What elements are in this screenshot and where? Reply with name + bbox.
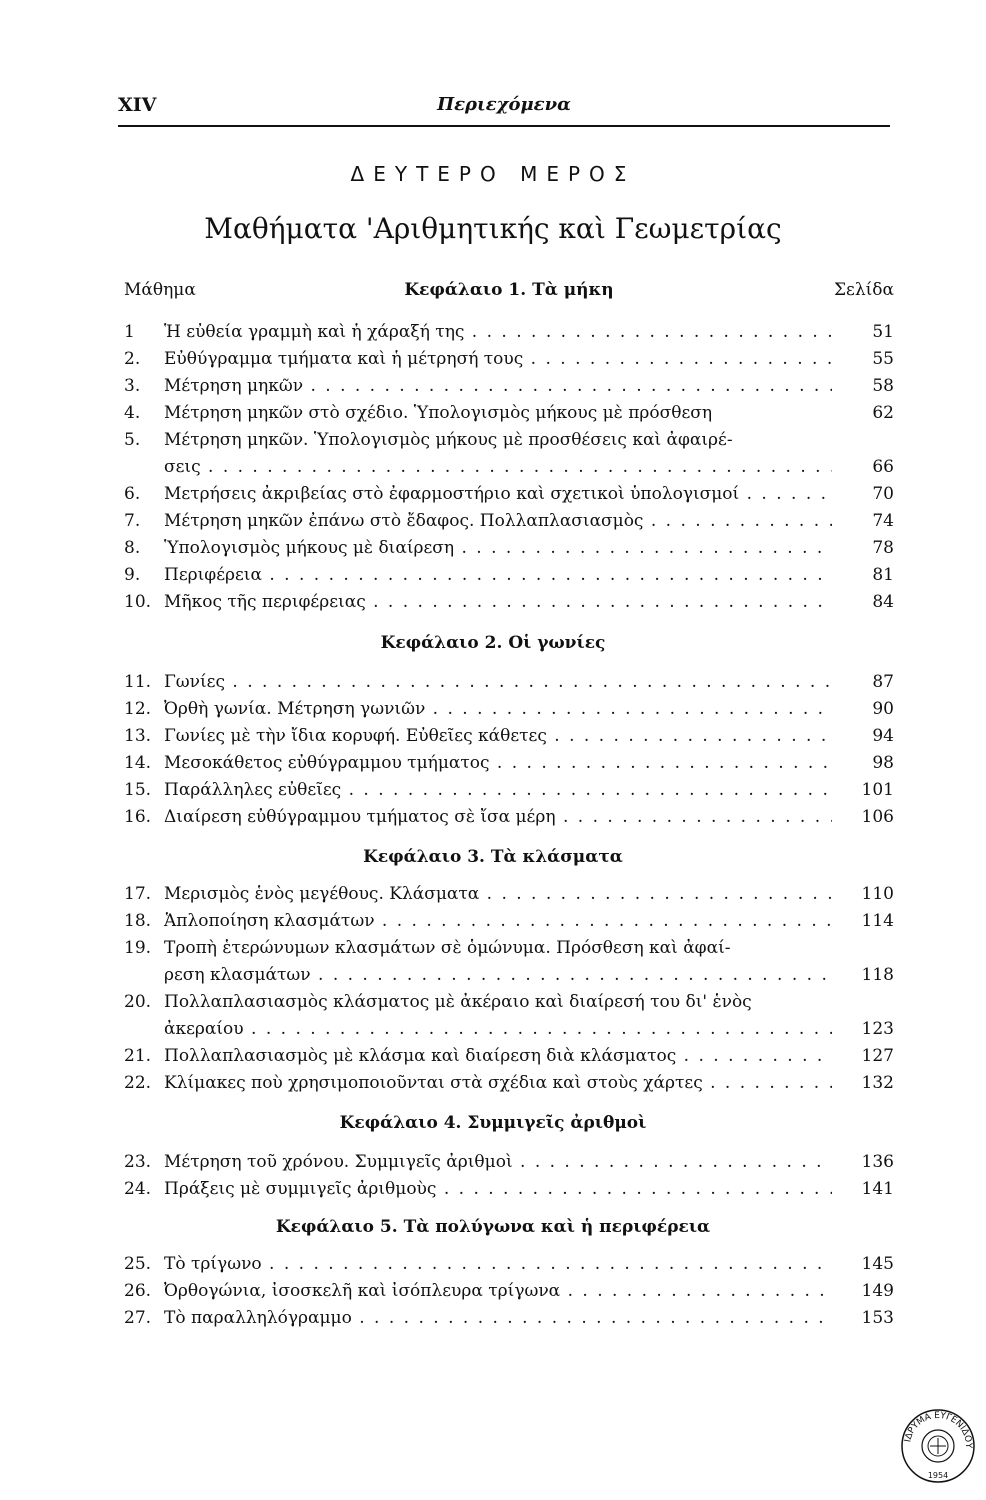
toc-entry (124, 695, 894, 723)
part-title: ΔΕΥΤΕΡΟ ΜΕΡΟΣ (350, 162, 636, 186)
toc-entry (124, 668, 894, 696)
page-number: 110 (861, 884, 894, 904)
running-title: Περιεχόμενα (437, 94, 571, 115)
header-rule (118, 125, 890, 127)
book-title: Μαθήματα 'Αριθμητικής καὶ Γεωμετρίας (204, 212, 782, 245)
lesson-number: 7. (124, 511, 141, 531)
lesson-number: 4. (124, 403, 141, 423)
lesson-title: Γωνίες μὲ τὴν ἴδια κορυφή. Εὐθεῖες κάθετες . . . (164, 722, 832, 750)
lesson-number: 16. (124, 807, 152, 827)
page-number: 118 (861, 965, 894, 985)
toc-entry (124, 1175, 894, 1203)
lesson-title: Ὀρθὴ γωνία. Μέτρηση γωνιῶν . . . (164, 695, 832, 723)
lesson-title: Μέτρηση μηκῶν . . . (164, 372, 832, 400)
toc-entry (124, 934, 894, 962)
toc-entry (124, 803, 894, 831)
toc-entry (124, 880, 894, 908)
lesson-number: 15. (124, 780, 152, 800)
chapter-4-heading: Κεφάλαιο 4. Συμμιγεῖς ἀριθμοὶ (339, 1113, 647, 1133)
page-number: 149 (861, 1281, 894, 1301)
lesson-number: 1 (124, 322, 135, 342)
lesson-title: Μῆκος τῆς περιφέρειας . . . (164, 588, 832, 616)
lesson-number: 13. (124, 726, 152, 746)
lesson-number: 14. (124, 753, 152, 773)
lesson-title: Παράλληλες εὐθεῖες . . . (164, 776, 832, 804)
lesson-number: 23. (124, 1152, 152, 1172)
lesson-number: 3. (124, 376, 141, 396)
lesson-number: 20. (124, 992, 152, 1012)
page-number: 58 (872, 376, 894, 396)
lesson-title: Μέτρηση μηκῶν στὸ σχέδιο. Ὑπολογισμὸς μήκους μὲ πρόσθεση (164, 403, 713, 423)
lesson-title: Κλίμακες ποὺ χρησιμοποιοῦνται στὰ σχέδια καὶ στοὺς χάρτες . . . (164, 1069, 832, 1097)
lesson-column-label: Μάθημα (124, 280, 196, 300)
page-number: 98 (872, 753, 894, 773)
toc-entry (124, 776, 894, 804)
toc-entry (124, 907, 894, 935)
chapter-1-heading: Κεφάλαιο 1. Τὰ μήκη (404, 280, 614, 300)
lesson-number: 19. (124, 938, 152, 958)
page-number: 114 (861, 911, 894, 931)
toc-entry (124, 1250, 894, 1278)
toc-entry (124, 1042, 894, 1070)
page-number: 51 (872, 322, 894, 342)
page-numeral: XIV (118, 94, 157, 116)
lesson-title: Πολλαπλασιασμὸς κλάσματος μὲ ἀκέραιο καὶ διαίρεσή του δι' ἑνὸς (164, 992, 752, 1012)
toc-entry (124, 561, 894, 589)
lesson-number: 26. (124, 1281, 152, 1301)
toc-entry-continuation (124, 1015, 894, 1043)
lesson-title: Τὸ παραλληλόγραμμο . . . (164, 1304, 832, 1332)
page-number: 127 (861, 1046, 894, 1066)
toc-entry (124, 534, 894, 562)
running-head (118, 94, 890, 118)
toc-entry (124, 399, 894, 427)
toc-entry (124, 480, 894, 508)
toc-entry (124, 1304, 894, 1332)
lesson-title: Τροπὴ ἑτερώνυμων κλασμάτων σὲ ὁμώνυμα. Πρόσθεση καὶ ἀφαί- (164, 938, 731, 958)
lesson-number: 9. (124, 565, 141, 585)
lesson-title: Διαίρεση εὐθύγραμμου τμήματος σὲ ἴσα μέρη . . . (164, 803, 832, 831)
lesson-title-continuation: ἀκεραίου . . . (164, 1015, 832, 1043)
lesson-title: Μέτρηση τοῦ χρόνου. Συμμιγεῖς ἀριθμοὶ . . . (164, 1148, 832, 1176)
page-number: 153 (861, 1308, 894, 1328)
lesson-title: Πράξεις μὲ συμμιγεῖς ἀριθμοὺς . . . (164, 1175, 832, 1203)
page-number: 74 (872, 511, 894, 531)
page-number: 145 (861, 1254, 894, 1274)
toc-entry (124, 722, 894, 750)
lesson-title: Ἁπλοποίηση κλασμάτων . . . (164, 907, 832, 935)
page-number: 136 (861, 1152, 894, 1172)
toc-entry (124, 372, 894, 400)
lesson-number: 25. (124, 1254, 152, 1274)
lesson-number: 21. (124, 1046, 152, 1066)
page-number: 94 (872, 726, 894, 746)
lesson-number: 6. (124, 484, 141, 504)
page-number: 62 (872, 403, 894, 423)
lesson-title-continuation: ρεση κλασμάτων . . . (164, 961, 832, 989)
chapter-5-heading: Κεφάλαιο 5. Τὰ πολύγωνα καὶ ἡ περιφέρεια (275, 1217, 711, 1237)
lesson-title: Περιφέρεια . . . (164, 561, 832, 589)
lesson-title: Πολλαπλασιασμὸς μὲ κλάσμα καὶ διαίρεση διὰ κλάσματος . . . (164, 1042, 832, 1070)
page-number: 90 (872, 699, 894, 719)
svg-text:1954: 1954 (927, 1471, 949, 1480)
page-number: 87 (872, 672, 894, 692)
toc-entry (124, 507, 894, 535)
lesson-number: 18. (124, 911, 152, 931)
page-number: 66 (872, 457, 894, 477)
lesson-title: Ἡ εὐθεία γραμμὴ καὶ ἡ χάραξή της . . . (164, 318, 832, 346)
lesson-number: 5. (124, 430, 141, 450)
lesson-title: Τὸ τρίγωνο . . . (164, 1250, 832, 1278)
page-number: 141 (861, 1179, 894, 1199)
page-number: 84 (872, 592, 894, 612)
chapter-3-heading: Κεφάλαιο 3. Τὰ κλάσματα (363, 847, 623, 867)
page-column-label: Σελίδα (834, 280, 894, 300)
lesson-title: Μερισμὸς ἑνὸς μεγέθους. Κλάσματα . . . (164, 880, 832, 908)
toc-entry (124, 318, 894, 346)
lesson-number: 27. (124, 1308, 152, 1328)
page-number: 81 (872, 565, 894, 585)
lesson-title: Ὑπολογισμὸς μήκους μὲ διαίρεση . . . (164, 534, 832, 562)
lesson-number: 22. (124, 1073, 152, 1093)
lesson-title-continuation: σεις . . . (164, 453, 832, 481)
toc-entry (124, 1277, 894, 1305)
lesson-number: 12. (124, 699, 152, 719)
chapter-2-heading: Κεφάλαιο 2. Οἱ γωνίες (380, 633, 606, 653)
toc-entry-continuation (124, 961, 894, 989)
lesson-number: 2. (124, 349, 141, 369)
toc-entry (124, 1148, 894, 1176)
lesson-title: Γωνίες . . . (164, 668, 832, 696)
lesson-number: 11. (124, 672, 152, 692)
toc-entry (124, 345, 894, 373)
lesson-number: 17. (124, 884, 152, 904)
toc-entry (124, 749, 894, 777)
page-number: 55 (872, 349, 894, 369)
svg-text:ΙΔΡΥΜΑ ΕΥΓΕΝΙΔΟΥ: ΙΔΡΥΜΑ ΕΥΓΕΝΙΔΟΥ (903, 1410, 974, 1449)
lesson-number: 10. (124, 592, 152, 612)
page-number: 78 (872, 538, 894, 558)
lesson-number: 24. (124, 1179, 152, 1199)
toc-entry (124, 1069, 894, 1097)
page-number: 123 (861, 1019, 894, 1039)
lesson-title: Εὐθύγραμμα τμήματα καὶ ἡ μέτρησή τους . . . (164, 345, 832, 373)
toc-entry (124, 588, 894, 616)
page-number: 132 (861, 1073, 894, 1093)
lesson-title: Ὀρθογώνια, ἰσοσκελῆ καὶ ἰσόπλευρα τρίγωνα . . . (164, 1277, 832, 1305)
toc-entry (124, 988, 894, 1016)
lesson-title: Μετρήσεις ἀκριβείας στὸ ἐφαρμοστήριο καὶ σχετικοὶ ὑπολογισμοί . . . (164, 480, 832, 508)
toc-entry (124, 426, 894, 454)
lesson-number: 8. (124, 538, 141, 558)
column-header (124, 280, 894, 306)
toc-entry-continuation (124, 453, 894, 481)
lesson-title: Μέτρηση μηκῶν. Ὑπολογισμὸς μήκους μὲ προσθέσεις καὶ ἀφαιρέ- (164, 430, 733, 450)
page-number: 70 (872, 484, 894, 504)
lesson-title: Μέτρηση μηκῶν ἐπάνω στὸ ἔδαφος. Πολλαπλασιασμὸς . . . (164, 507, 832, 535)
library-stamp (898, 1406, 978, 1486)
page-number: 106 (861, 807, 894, 827)
lesson-title: Μεσοκάθετος εὐθύγραμμου τμήματος . . . (164, 749, 832, 777)
page-number: 101 (861, 780, 894, 800)
